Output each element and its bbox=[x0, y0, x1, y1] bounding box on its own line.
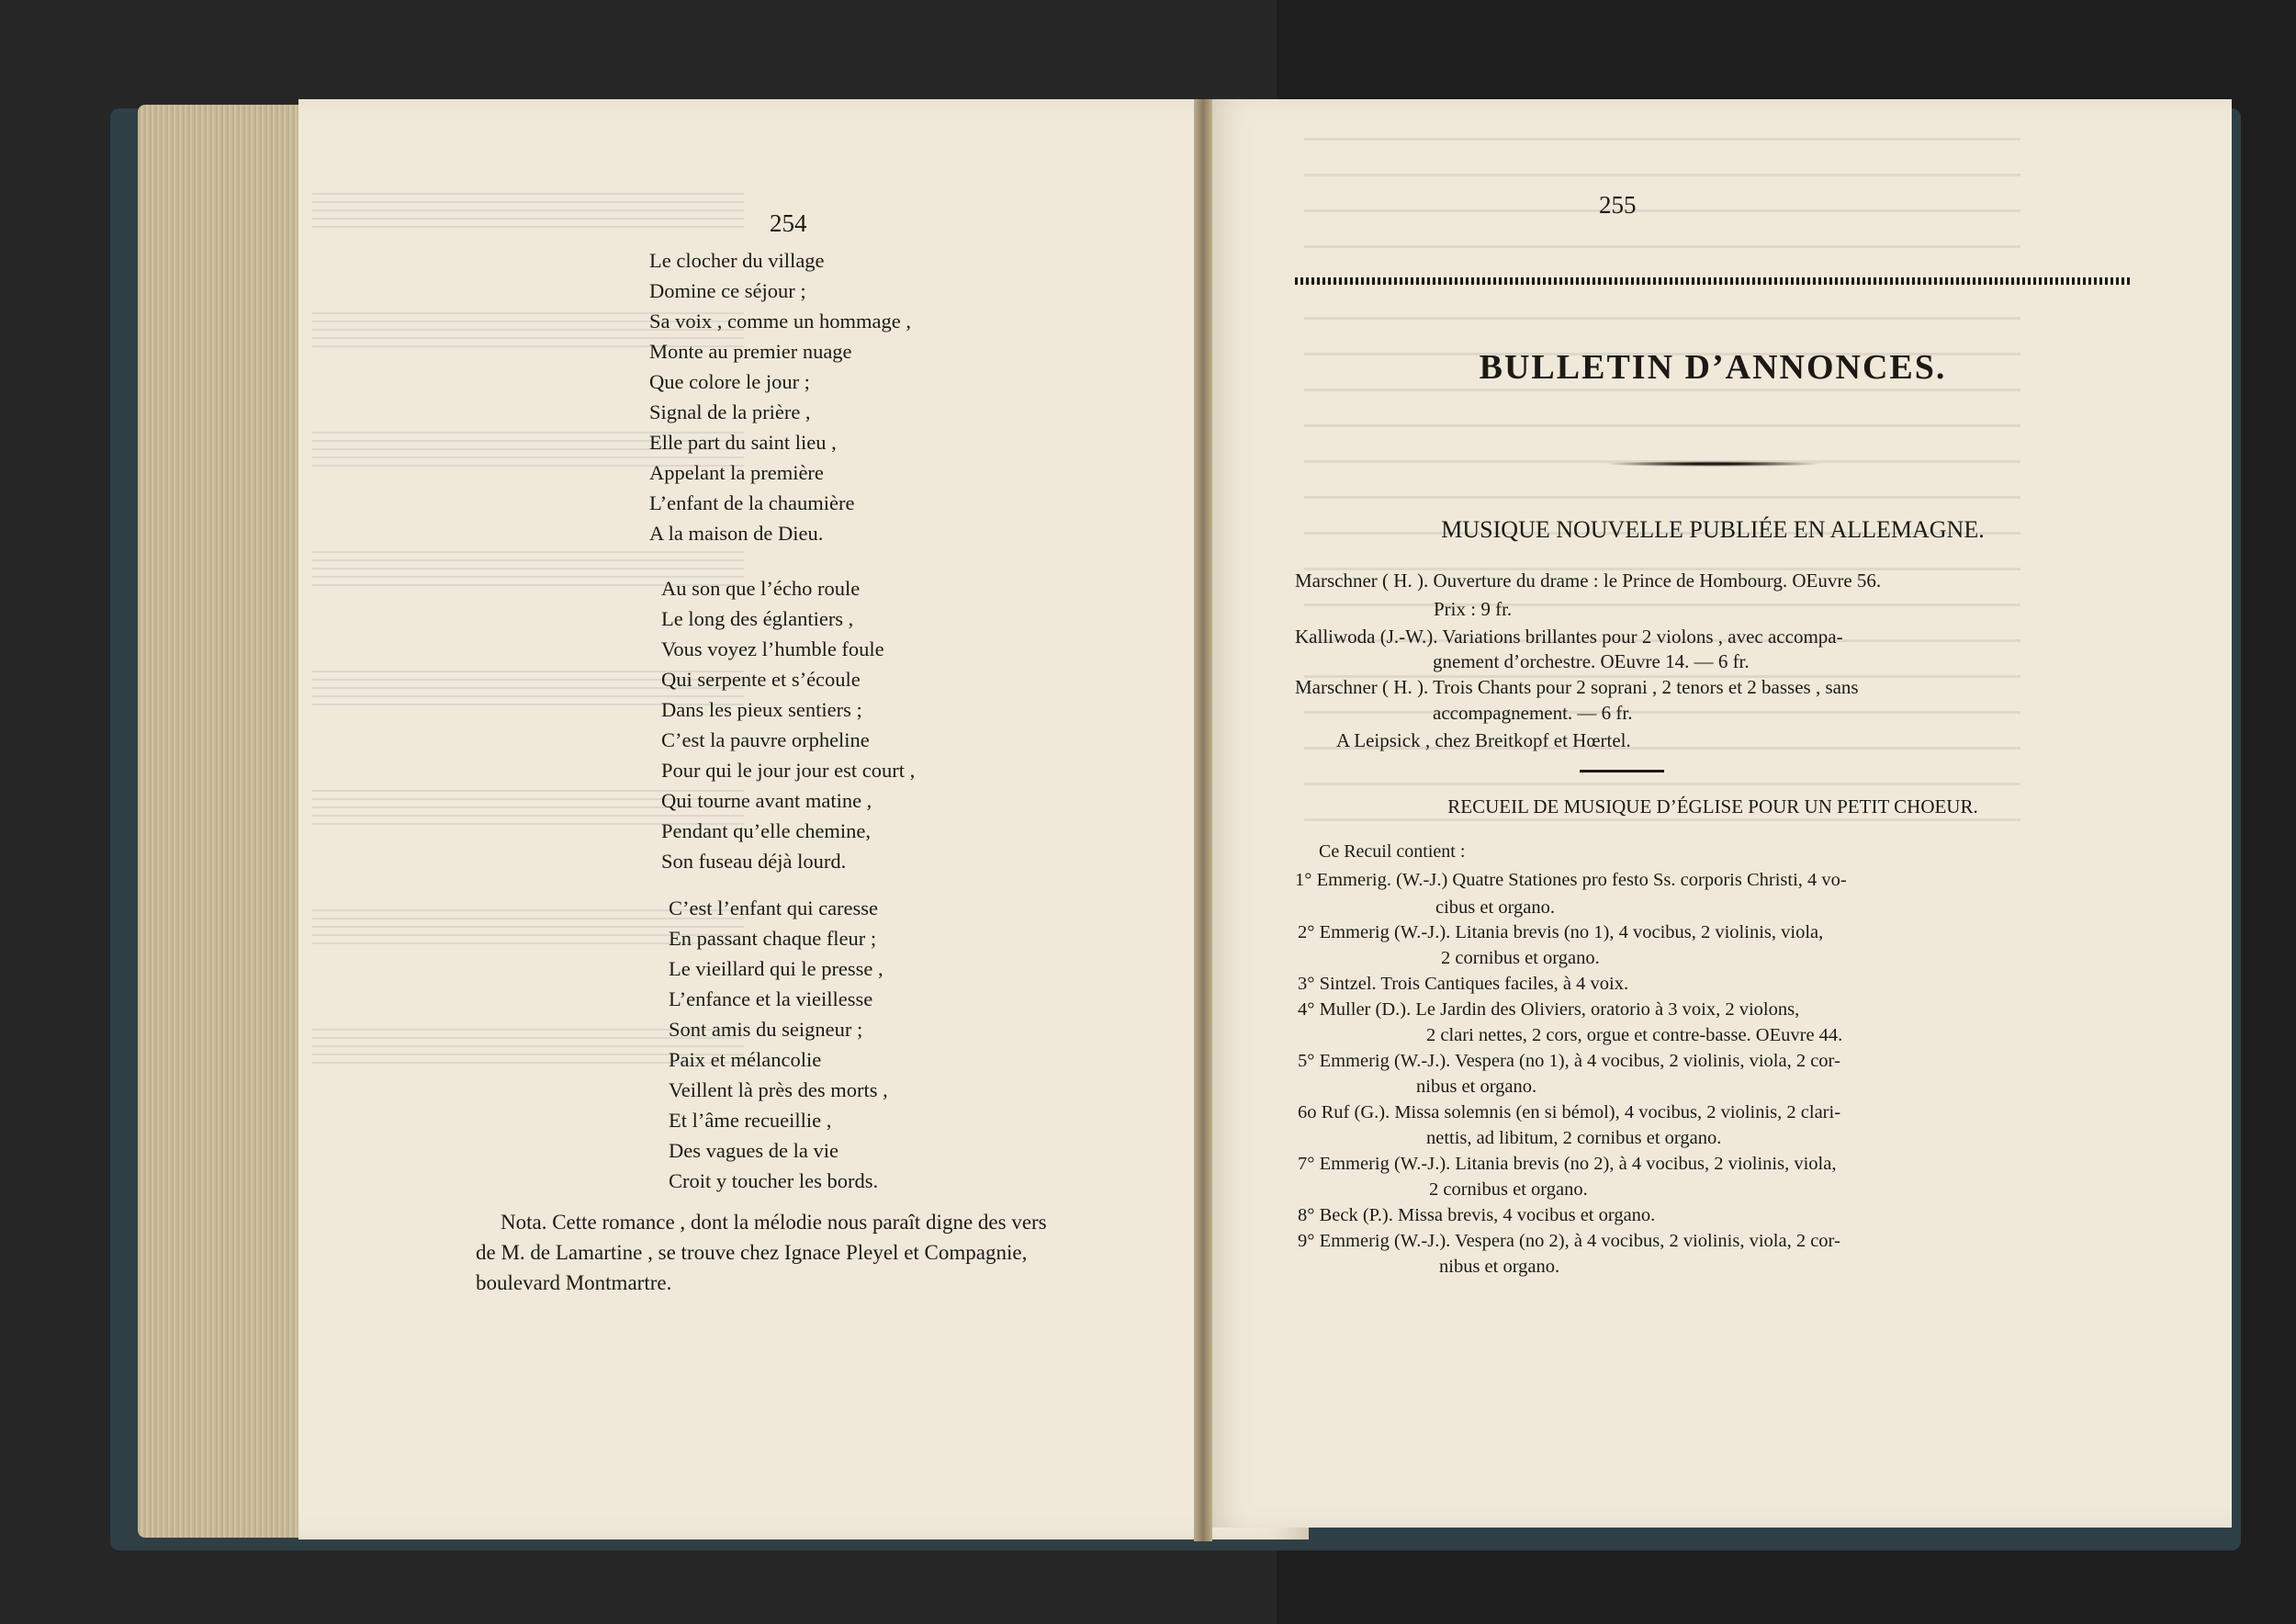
poem-line: Monte au premier nuage bbox=[649, 340, 852, 363]
poem-line: Qui serpente et s’écoule bbox=[661, 668, 861, 691]
poem-line: C’est l’enfant qui caresse bbox=[669, 897, 879, 919]
list-item: 4° Muller (D.). Le Jardin des Oliviers, oratorio à 3 voix, 2 violons, bbox=[1298, 999, 1800, 1020]
poem-line: Le clocher du village bbox=[649, 249, 825, 272]
poem-line: Son fuseau déjà lourd. bbox=[661, 850, 847, 873]
poem-line: Des vagues de la vie bbox=[669, 1139, 838, 1162]
list-item: 1° Emmerig. (W.-J.) Quatre Stationes pro festo Ss. corporis Christi, 4 vo- bbox=[1295, 870, 1847, 890]
bulletin-title: BULLETIN D’ANNONCES. bbox=[1479, 348, 1947, 387]
ornamental-swirl bbox=[1603, 461, 1823, 467]
list-item: 8° Beck (P.). Missa brevis, 4 vocibus et organo. bbox=[1298, 1205, 1656, 1225]
list-item: 2 cornibus et organo. bbox=[1441, 948, 1600, 968]
section-divider bbox=[1580, 770, 1664, 773]
announcement-line: A Leipsick , chez Breitkopf et Hœrtel. bbox=[1336, 729, 1631, 751]
list-item: 5° Emmerig (W.-J.). Vespera (no 1), à 4 vocibus, 2 violinis, viola, 2 cor- bbox=[1298, 1051, 1840, 1071]
poem-line: Le vieillard qui le presse , bbox=[669, 957, 884, 980]
list-item: nibus et organo. bbox=[1416, 1077, 1537, 1097]
poem-line: Vous voyez l’humble foule bbox=[661, 637, 884, 660]
poem-line: Signal de la prière , bbox=[649, 400, 811, 423]
ornamental-rule bbox=[1295, 277, 2131, 285]
list-item: 9° Emmerig (W.-J.). Vespera (no 2), à 4 vocibus, 2 violinis, viola, 2 cor- bbox=[1298, 1231, 1840, 1251]
poem-line: L’enfance et la vieillesse bbox=[669, 987, 873, 1010]
announcement-line: Prix : 9 fr. bbox=[1434, 598, 1513, 620]
nota-line: boulevard Montmartre. bbox=[476, 1271, 672, 1294]
nota-line: de M. de Lamartine , se trouve chez Ignace Pleyel et Compagnie, bbox=[476, 1241, 1028, 1264]
list-item: 3° Sintzel. Trois Cantiques faciles, à 4 voix. bbox=[1298, 974, 1629, 994]
book-gutter bbox=[1194, 99, 1212, 1541]
announcement-line: accompagnement. — 6 fr. bbox=[1433, 702, 1633, 724]
poem-line: Domine ce séjour ; bbox=[649, 279, 806, 302]
announcement-line: Marschner ( H. ). Ouverture du drame : le Prince de Hombourg. OEuvre 56. bbox=[1295, 570, 1882, 592]
section-heading-2: RECUEIL DE MUSIQUE D’ÉGLISE POUR UN PETIT CHOEUR. bbox=[1447, 795, 1978, 818]
poem-line: Elle part du saint lieu , bbox=[649, 431, 837, 454]
announcement-line: gnement d’orchestre. OEuvre 14. — 6 fr. bbox=[1433, 650, 1750, 672]
poem-line: Pendant qu’elle chemine, bbox=[661, 819, 872, 842]
poem-line: En passant chaque fleur ; bbox=[669, 927, 877, 950]
poem-line: Pour qui le jour jour est court , bbox=[661, 759, 916, 782]
list-item: nibus et organo. bbox=[1439, 1257, 1560, 1277]
page-number-left: 254 bbox=[770, 209, 807, 237]
poem-line: Appelant la première bbox=[649, 461, 824, 484]
poem-line: C’est la pauvre orpheline bbox=[661, 728, 870, 751]
announcement-line: Kalliwoda (J.-W.). Variations brillantes pour 2 violons , avec accompa- bbox=[1295, 626, 1843, 648]
poem-line: Et l’âme recueillie , bbox=[669, 1109, 832, 1132]
announcement-line: Marschner ( H. ). Trois Chants pour 2 soprani , 2 tenors et 2 basses , sans bbox=[1295, 676, 1859, 698]
poem-line: Sa voix , comme un hommage , bbox=[649, 310, 911, 333]
list-item: 2 cornibus et organo. bbox=[1429, 1179, 1588, 1200]
poem-line: Veillent là près des morts , bbox=[669, 1078, 888, 1101]
poem-line: A la maison de Dieu. bbox=[649, 522, 824, 545]
list-item: 6o Ruf (G.). Missa solemnis (en si bémol), 4 vocibus, 2 violinis, 2 clari- bbox=[1298, 1102, 1841, 1122]
nota-line: Nota. Cette romance , dont la mélodie nous paraît digne des vers bbox=[501, 1211, 1047, 1234]
list-item: nettis, ad libitum, 2 cornibus et organo. bbox=[1426, 1128, 1722, 1148]
list-item: 2 clari nettes, 2 cors, orgue et contre-basse. OEuvre 44. bbox=[1426, 1025, 1843, 1045]
section-intro: Ce Recuil contient : bbox=[1319, 841, 1466, 862]
poem-line: Paix et mélancolie bbox=[669, 1048, 822, 1071]
list-item: cibus et organo. bbox=[1435, 897, 1555, 918]
poem-line: Dans les pieux sentiers ; bbox=[661, 698, 862, 721]
poem-line: Le long des églantiers , bbox=[661, 607, 854, 630]
poem-line: Croit y toucher les bords. bbox=[669, 1169, 879, 1192]
page-number-right: 255 bbox=[1599, 191, 1637, 219]
section-heading-1: MUSIQUE NOUVELLE PUBLIÉE EN ALLEMAGNE. bbox=[1441, 516, 1985, 543]
list-item: 7° Emmerig (W.-J.). Litania brevis (no 2), à 4 vocibus, 2 violinis, viola, bbox=[1298, 1154, 1837, 1174]
list-item: 2° Emmerig (W.-J.). Litania brevis (no 1), 4 vocibus, 2 violinis, viola, bbox=[1298, 922, 1824, 942]
poem-line: Au son que l’écho roule bbox=[661, 577, 861, 600]
poem-line: Qui tourne avant matine , bbox=[661, 789, 872, 812]
poem-line: Sont amis du seigneur ; bbox=[669, 1018, 863, 1041]
poem-line: Que colore le jour ; bbox=[649, 370, 810, 393]
poem-line: L’enfant de la chaumière bbox=[649, 491, 855, 514]
